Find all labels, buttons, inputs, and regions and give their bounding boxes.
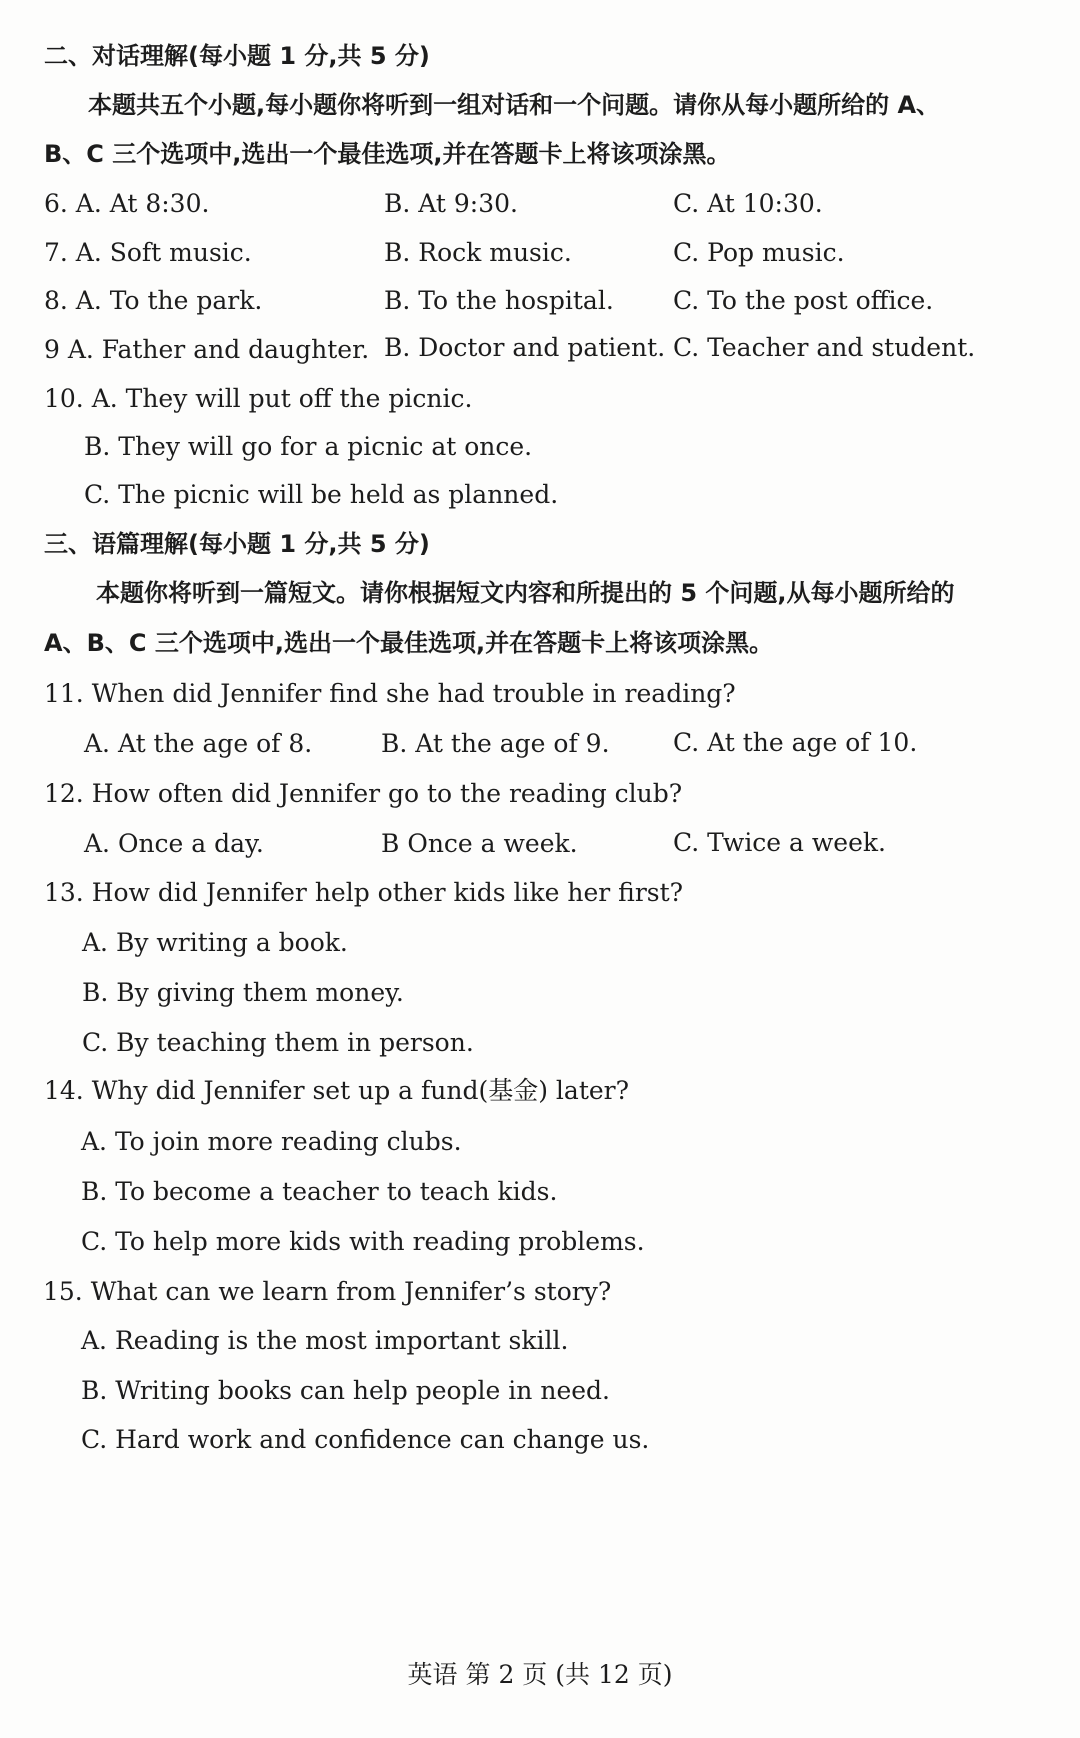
- q14-question: 14. Why did Jennifer set up a fund(基金) later?: [44, 1076, 630, 1105]
- q11-option-b: B. At the age of 9.: [381, 729, 610, 758]
- q6-option-c: C. At 10:30.: [673, 189, 823, 218]
- section-3-instruction-line-1: 本题你将听到一篇短文。请你根据短文内容和所提出的 5 个问题,从每小题所给的: [96, 579, 955, 607]
- section-2-instruction-line-2: B、C 三个选项中,选出一个最佳选项,并在答题卡上将该项涂黑。: [44, 140, 731, 168]
- q13-option-c: C. By teaching them in person.: [82, 1028, 474, 1057]
- q8-option-b: B. To the hospital.: [384, 286, 614, 315]
- q14-option-c: C. To help more kids with reading problems.: [81, 1227, 645, 1256]
- q12-question: 12. How often did Jennifer go to the reading club?: [44, 779, 683, 808]
- q6-option-b: B. At 9:30.: [384, 189, 518, 218]
- q15-question: 15. What can we learn from Jennifer’s story?: [43, 1277, 612, 1306]
- q11-option-a: A. At the age of 8.: [84, 729, 313, 758]
- q13-option-a: A. By writing a book.: [82, 928, 348, 957]
- q15-option-c: C. Hard work and confidence can change us.: [81, 1425, 650, 1454]
- q8-option-a: 8. A. To the park.: [44, 286, 263, 315]
- q7-option-b: B. Rock music.: [384, 238, 572, 267]
- section-3-instruction-line-2: A、B、C 三个选项中,选出一个最佳选项,并在答题卡上将该项涂黑。: [44, 629, 774, 657]
- page-footer: 英语 第 2 页 (共 12 页): [407, 1660, 673, 1689]
- q15-option-a: A. Reading is the most important skill.: [81, 1326, 569, 1355]
- q13-question: 13. How did Jennifer help other kids like her first?: [44, 878, 684, 907]
- section-2-instruction-line-1: 本题共五个小题,每小题你将听到一组对话和一个问题。请你从每小题所给的 A、: [88, 91, 941, 119]
- q9-option-b: B. Doctor and patient.: [384, 333, 666, 362]
- q13-option-b: B. By giving them money.: [82, 978, 404, 1007]
- q14-option-b: B. To become a teacher to teach kids.: [81, 1177, 558, 1206]
- q12-option-a: A. Once a day.: [84, 829, 264, 858]
- q9-option-c: C. Teacher and student.: [673, 333, 976, 362]
- section-2-heading: 二、对话理解(每小题 1 分,共 5 分): [44, 42, 430, 70]
- q9-option-a: 9 A. Father and daughter.: [44, 335, 370, 364]
- q15-option-b: B. Writing books can help people in need.: [81, 1376, 610, 1405]
- q10-option-a: 10. A. They will put off the picnic.: [44, 384, 473, 413]
- q10-option-b: B. They will go for a picnic at once.: [84, 432, 533, 461]
- q8-option-c: C. To the post office.: [673, 286, 934, 315]
- q12-option-b: B Once a week.: [381, 829, 578, 858]
- q10-option-c: C. The picnic will be held as planned.: [84, 480, 559, 509]
- q6-option-a: 6. A. At 8:30.: [44, 189, 210, 218]
- q7-option-a: 7. A. Soft music.: [44, 238, 252, 267]
- q12-option-c: C. Twice a week.: [673, 828, 886, 857]
- q14-option-a: A. To join more reading clubs.: [81, 1127, 462, 1156]
- section-3-heading: 三、语篇理解(每小题 1 分,共 5 分): [44, 530, 430, 558]
- q11-option-c: C. At the age of 10.: [673, 728, 918, 757]
- q11-question: 11. When did Jennifer find she had trouble in reading?: [44, 679, 736, 708]
- q7-option-c: C. Pop music.: [673, 238, 845, 267]
